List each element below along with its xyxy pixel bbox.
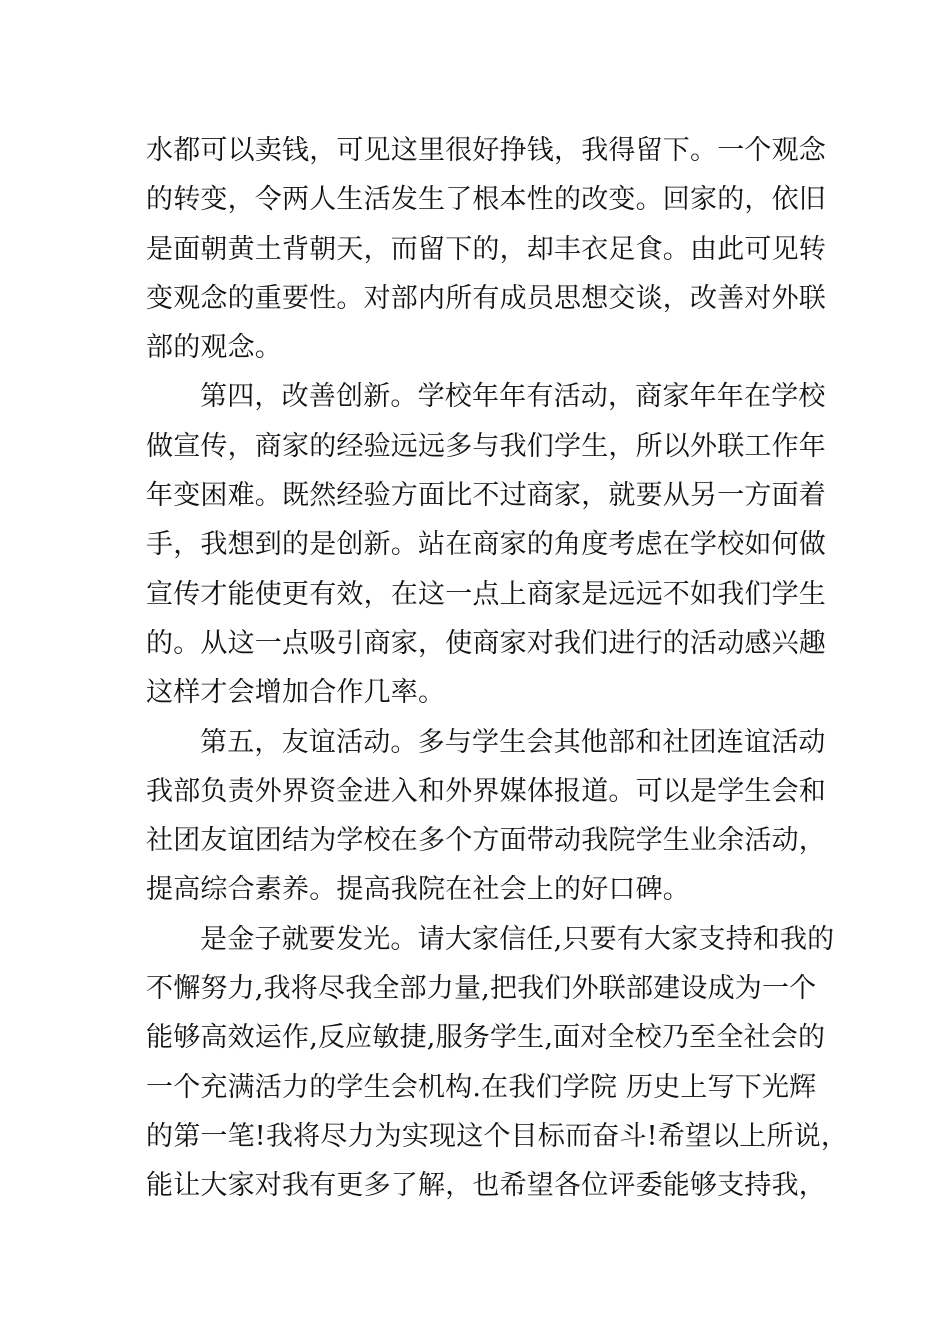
text-line: 提高综合素养。提高我院在社会上的好口碑。 [146,874,690,906]
text-line: 部的观念。 [146,332,282,364]
text-line: 宣传才能使更有效，在这一点上商家是远远不如我们学生 [146,578,826,610]
text-line: 变观念的重要性。对部内所有成员思想交谈，改善对外联 [146,282,826,314]
text-line: 做宣传，商家的经验远远多与我们学生，所以外联工作年 [146,430,826,462]
text-line: 的。从这一点吸引商家，使商家对我们进行的活动感兴趣 [146,627,826,659]
text-line: 水都可以卖钱，可见这里很好挣钱，我得留下。一个观念 [146,135,826,166]
text-line: 的第一笔!我将尽力为实现这个目标而奋斗!希望以上所说， [146,1120,849,1152]
paragraph-first-line: 第五，友谊活动。多与学生会其他部和社团连谊活动 [200,726,826,758]
text-line: 是面朝黄土背朝天，而留下的，却丰衣足食。由此可见转 [146,233,826,265]
text-line: 我部负责外界资金进入和外界媒体报道。可以是学生会和 [146,775,826,807]
text-line: 的转变，令两人生活发生了根本性的改变。回家的，依旧 [146,184,826,216]
text-line: 手，我想到的是创新。站在商家的角度考虑在学校如何做 [146,529,826,561]
text-line: 社团友谊团结为学校在多个方面带动我院学生业余活动， [146,825,826,857]
text-line: 不懈努力,我将尽我全部力量,把我们外联部建设成为一个 [146,973,817,1005]
text-line: 年变困难。既然经验方面比不过商家，就要从另一方面着 [146,480,826,512]
text-line: 这样才会增加合作几率。 [146,677,446,709]
body-text [146,126,849,1211]
text-line: 一个充满活力的学生会机构.在我们学院 历史上写下光辉 [146,1071,817,1103]
paragraph-first-line: 是金子就要发光。请大家信任,只要有大家支持和我的 [200,923,835,955]
text-line: 能让大家对我有更多了解，也希望各位评委能够支持我， [146,1170,826,1202]
text-line: 能够高效运作,反应敏捷,服务学生,面对全校乃至全社会的 [146,1022,826,1054]
paragraph-first-line: 第四，改善创新。学校年年有活动，商家年年在学校 [200,381,826,413]
